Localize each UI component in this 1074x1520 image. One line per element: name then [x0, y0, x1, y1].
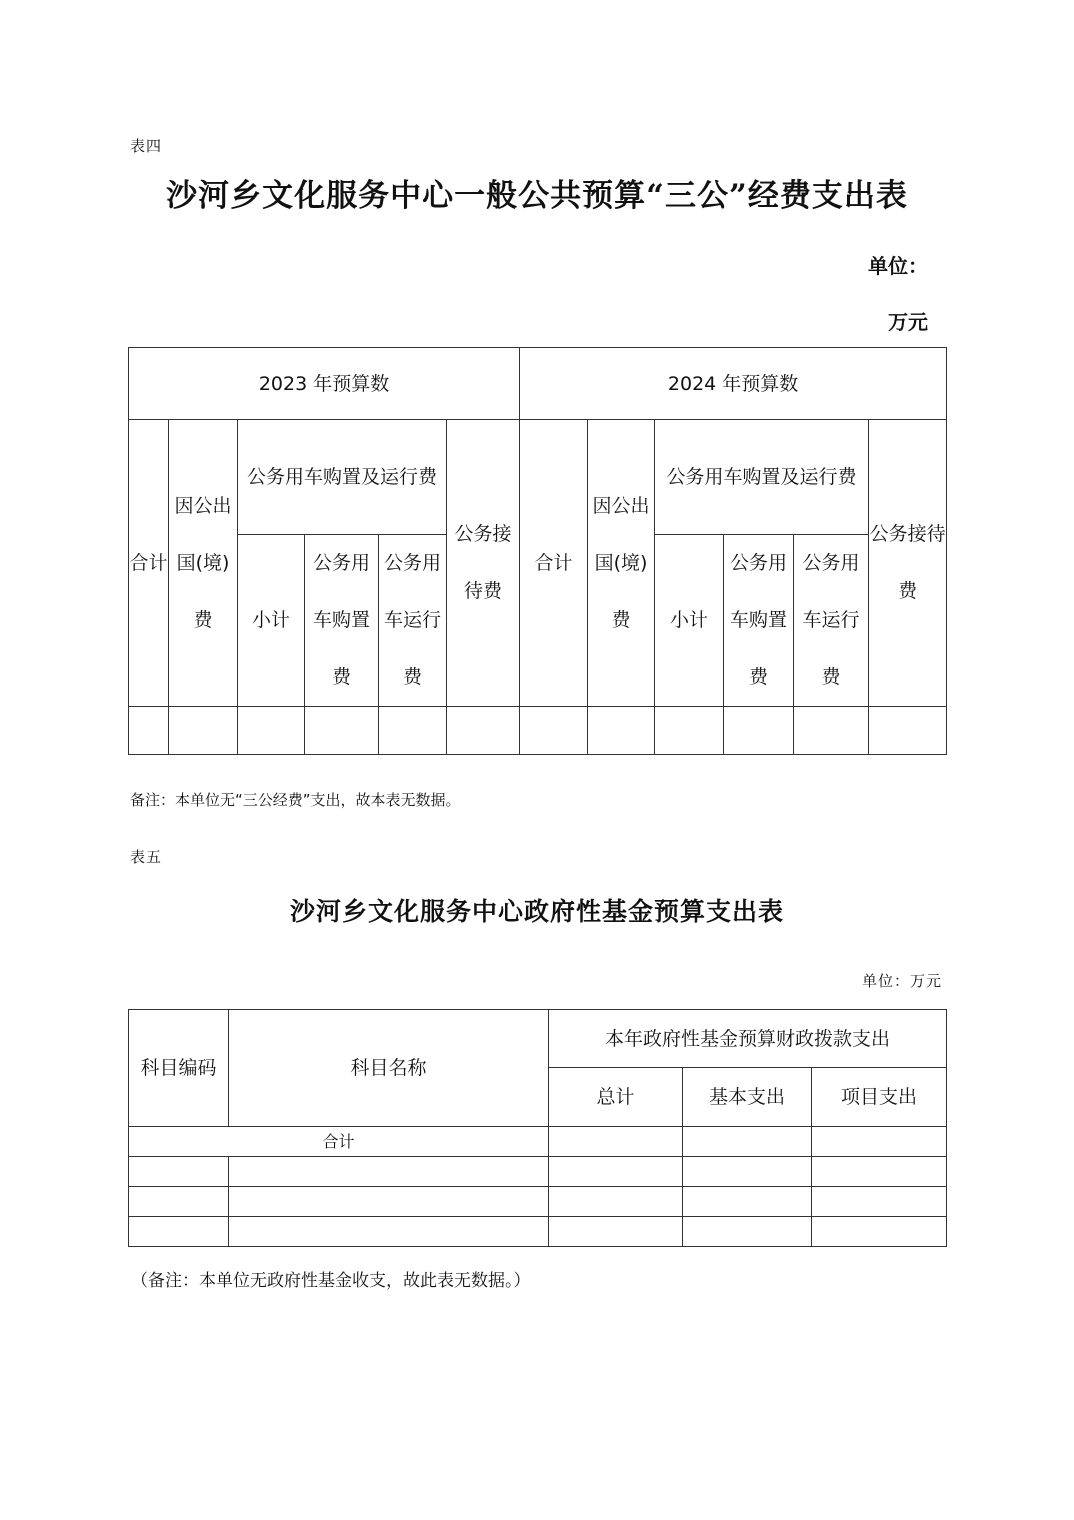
col-vehicle-group-2023: 公务用车购置及运行费 — [238, 420, 447, 535]
table4-three-public-expenses — [128, 347, 947, 755]
col-vehicle-group-2024: 公务用车购置及运行费 — [655, 420, 869, 535]
table4-unit-line1: 单位： — [868, 254, 928, 278]
table5-label: 表五 — [130, 848, 163, 866]
year-2023-header: 2023 年预算数 — [129, 348, 520, 420]
col-total-2023: 合计 — [129, 420, 169, 707]
table4-label: 表四 — [130, 137, 163, 155]
table5-government-fund-expenses — [128, 1009, 947, 1247]
col-reception-2023: 公务接待费 — [447, 420, 520, 707]
col-basic-expense: 基本支出 — [683, 1068, 812, 1127]
col-subtotal-2024: 小计 — [655, 535, 724, 707]
year-2024-header: 2024 年预算数 — [520, 348, 947, 420]
col-abroad-2024: 因公出国(境)费 — [588, 420, 655, 707]
col-subject-name: 科目名称 — [229, 1010, 549, 1127]
col-project-expense: 项目支出 — [812, 1068, 947, 1127]
col-abroad-2023: 因公出国(境)费 — [169, 420, 238, 707]
col-subtotal-2023: 小计 — [238, 535, 305, 707]
table5-title: 沙河乡文化服务中心政府性基金预算支出表 — [289, 897, 784, 926]
table5-unit: 单位：万元 — [861, 972, 942, 990]
table5-empty-row — [129, 1217, 947, 1247]
col-fund-group: 本年政府性基金预算财政拨款支出 — [549, 1010, 947, 1068]
col-vehicle-purchase-2023: 公务用车购置费 — [305, 535, 379, 707]
table4-title: 沙河乡文化服务中心一般公共预算“三公”经费支出表 — [166, 178, 908, 214]
col-vehicle-purchase-2024: 公务用车购置费 — [724, 535, 794, 707]
col-grand-total: 总计 — [549, 1068, 683, 1127]
table5-empty-row — [129, 1187, 947, 1217]
col-subject-code: 科目编码 — [129, 1010, 229, 1127]
col-vehicle-run-2024: 公务用车运行费 — [794, 535, 869, 707]
table5-empty-row — [129, 1157, 947, 1187]
col-vehicle-run-2023: 公务用车运行费 — [379, 535, 447, 707]
col-reception-2024: 公务接待费 — [869, 420, 947, 707]
table5-total-row — [129, 1127, 947, 1157]
table4-unit-line2: 万元 — [888, 310, 928, 334]
row-total-label: 合计 — [129, 1127, 549, 1157]
col-total-2024: 合计 — [520, 420, 588, 707]
table5-note: （备注：本单位无政府性基金收支，故此表无数据。） — [131, 1271, 531, 1291]
table4-empty-row — [129, 707, 947, 755]
table4-note: 备注：本单位无“三公经费”支出，故本表无数据。 — [130, 791, 461, 809]
